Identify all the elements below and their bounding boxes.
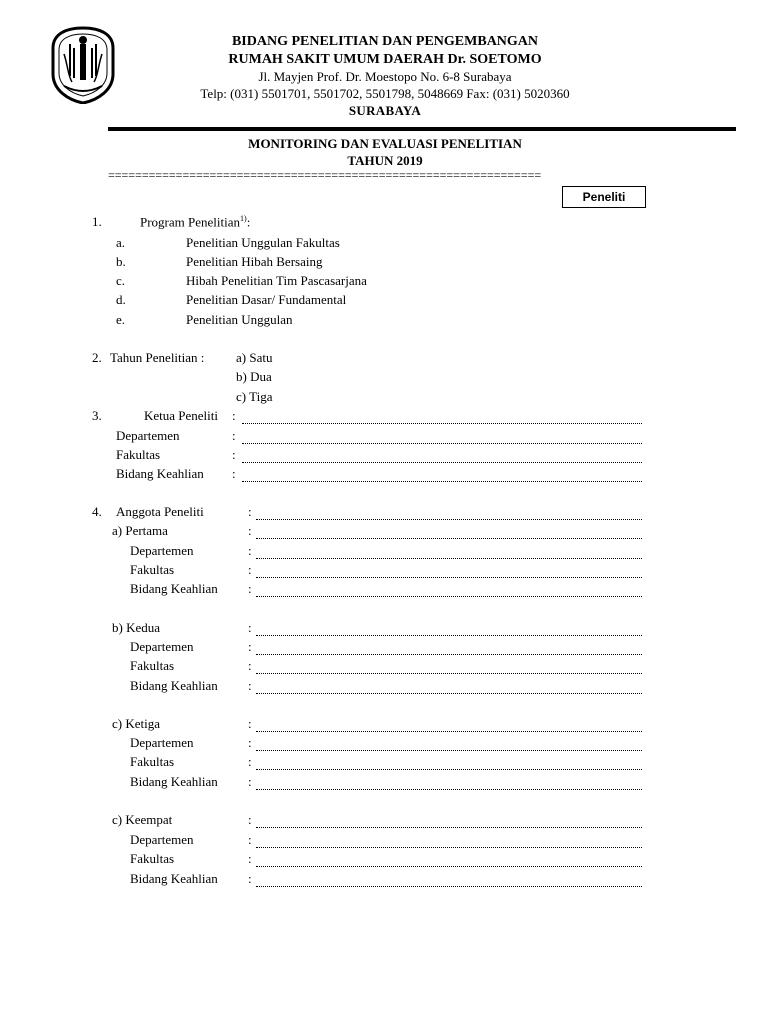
member2-expertise-label: Bidang Keahlian — [130, 678, 218, 693]
program-option-e: Penelitian Unggulan — [186, 312, 293, 327]
member2-name-field[interactable] — [256, 621, 642, 636]
ketua-expertise-label: Bidang Keahlian — [116, 466, 204, 481]
role-box: Peneliti — [562, 186, 646, 208]
member4-dept-field[interactable] — [256, 833, 642, 848]
header-phone: Telp: (031) 5501701, 5501702, 5501798, 5048669 Fax: (031) 5020360 — [200, 86, 570, 101]
header-city: SURABAYA — [348, 103, 422, 118]
ketua-dept-label: Departemen — [116, 428, 180, 443]
doc-year: TAHUN 2019 — [347, 153, 423, 168]
member-label-2: b) Kedua — [112, 620, 161, 635]
section4-label: Anggota Peneliti — [116, 504, 204, 519]
program-option-c: Hibah Penelitian Tim Pascasarjana — [186, 273, 367, 288]
member4-expertise-field[interactable] — [256, 872, 642, 887]
section3-number: 3. — [92, 408, 102, 423]
member4-dept-label: Departemen — [130, 832, 194, 847]
ketua-faculty-field[interactable] — [242, 448, 642, 463]
member3-dept-label: Departemen — [130, 735, 194, 750]
member2-dept-field[interactable] — [256, 640, 642, 655]
member3-dept-field[interactable] — [256, 736, 642, 751]
program-option-a: Penelitian Unggulan Fakultas — [186, 235, 340, 250]
member2-expertise-field[interactable] — [256, 679, 642, 694]
section1-label: Program Penelitian$^{1)}$: — [140, 214, 251, 230]
section2-label: Tahun Penelitian : — [110, 350, 205, 365]
program-letter-a: a. — [116, 235, 126, 250]
member-label-4: c) Keempat — [112, 812, 173, 827]
member1-faculty-label: Fakultas — [130, 562, 175, 577]
program-letter-c: c. — [116, 273, 126, 288]
member3-expertise-label: Bidang Keahlian — [130, 774, 218, 789]
section2-number: 2. — [92, 350, 102, 365]
member1-expertise-field[interactable] — [256, 582, 642, 597]
member1-dept-label: Departemen — [130, 543, 194, 558]
member-label-3: c) Ketiga — [112, 716, 161, 731]
section3-label: Ketua Peneliti — [144, 408, 219, 423]
year-option-3: c) Tiga — [236, 389, 273, 404]
program-letter-e: e. — [116, 312, 126, 327]
member3-faculty-field[interactable] — [256, 755, 642, 770]
header-address: Jl. Mayjen Prof. Dr. Moestopo No. 6-8 Surabaya — [258, 69, 512, 84]
year-option-2: b) Dua — [236, 369, 272, 384]
program-letter-d: d. — [116, 292, 126, 307]
member3-expertise-field[interactable] — [256, 775, 642, 790]
ketua-name-field[interactable] — [242, 409, 642, 424]
ketua-expertise-field[interactable] — [242, 467, 642, 482]
program-letter-b: b. — [116, 254, 126, 269]
member3-name-field[interactable] — [256, 717, 642, 732]
member2-dept-label: Departemen — [130, 639, 194, 654]
header-divider — [108, 127, 736, 131]
header-line2: RUMAH SAKIT UMUM DAERAH Dr. SOETOMO — [228, 52, 542, 67]
member3-faculty-label: Fakultas — [130, 754, 175, 769]
program-option-d: Penelitian Dasar/ Fundamental — [186, 292, 347, 307]
emblem-logo — [50, 26, 116, 104]
program-option-b: Penelitian Hibah Bersaing — [186, 254, 323, 269]
member4-faculty-label: Fakultas — [130, 851, 175, 866]
member4-faculty-field[interactable] — [256, 852, 642, 867]
section1-number: 1. — [92, 214, 102, 229]
member2-faculty-label: Fakultas — [130, 658, 175, 673]
year-option-1: a) Satu — [236, 350, 273, 365]
member1-name-field[interactable] — [256, 524, 642, 539]
member1-expertise-label: Bidang Keahlian — [130, 581, 218, 596]
anggota-field[interactable] — [256, 505, 642, 520]
member-label-1: a) Pertama — [112, 523, 168, 538]
member1-faculty-field[interactable] — [256, 563, 642, 578]
member1-dept-field[interactable] — [256, 544, 642, 559]
ketua-dept-field[interactable] — [242, 429, 642, 444]
header-line1: BIDANG PENELITIAN DAN PENGEMBANGAN — [231, 34, 539, 49]
title-separator: ================================================================ — [108, 168, 542, 182]
member4-expertise-label: Bidang Keahlian — [130, 871, 218, 886]
member4-name-field[interactable] — [256, 813, 642, 828]
member2-faculty-field[interactable] — [256, 659, 642, 674]
ketua-faculty-label: Fakultas — [116, 447, 161, 462]
section4-number: 4. — [92, 504, 102, 519]
doc-title: MONITORING DAN EVALUASI PENELITIAN — [248, 136, 522, 151]
